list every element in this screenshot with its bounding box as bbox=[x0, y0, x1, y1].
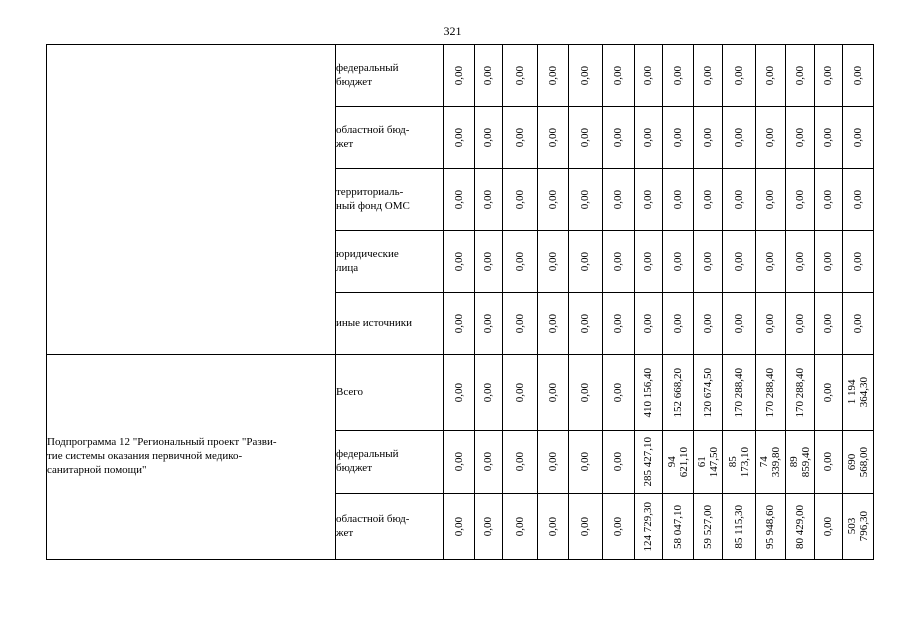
value-text: 85 115,30 bbox=[732, 504, 745, 549]
value-text: 0,00 bbox=[452, 251, 465, 272]
value-cell bbox=[723, 169, 756, 231]
value-cell bbox=[786, 293, 815, 355]
value-cell bbox=[786, 494, 815, 560]
value-text: 690 568,00 bbox=[845, 446, 870, 478]
value-text: 0,00 bbox=[851, 189, 864, 210]
value-cell bbox=[475, 355, 503, 431]
value-text: 0,00 bbox=[701, 127, 714, 148]
value-text: 0,00 bbox=[513, 127, 526, 148]
value-text: 0,00 bbox=[671, 313, 684, 334]
value-cell bbox=[786, 45, 815, 107]
value-cell bbox=[503, 45, 538, 107]
value-cell bbox=[815, 293, 843, 355]
value-cell bbox=[756, 45, 786, 107]
value-text: 0,00 bbox=[452, 127, 465, 148]
value-cell bbox=[635, 169, 663, 231]
value-text: 0,00 bbox=[822, 452, 835, 472]
value-cell bbox=[694, 169, 723, 231]
value-text: 0,00 bbox=[482, 516, 495, 537]
value-cell bbox=[843, 494, 874, 560]
value-cell bbox=[786, 431, 815, 494]
value-cell bbox=[756, 107, 786, 169]
value-text: 0,00 bbox=[482, 127, 495, 148]
value-text: 0,00 bbox=[851, 251, 864, 272]
value-text: 0,00 bbox=[822, 251, 835, 272]
value-cell bbox=[538, 494, 569, 560]
value-text: 0,00 bbox=[671, 189, 684, 210]
page-number: 321 bbox=[443, 24, 462, 38]
value-cell bbox=[723, 231, 756, 293]
value-text: 0,00 bbox=[513, 516, 526, 537]
value-cell bbox=[538, 293, 569, 355]
value-text: 0,00 bbox=[482, 65, 495, 86]
value-cell bbox=[786, 107, 815, 169]
funding-source-cell bbox=[336, 107, 444, 169]
value-cell bbox=[815, 169, 843, 231]
funding-source-cell bbox=[336, 494, 444, 560]
value-cell bbox=[723, 45, 756, 107]
value-cell bbox=[756, 293, 786, 355]
value-cell bbox=[694, 45, 723, 107]
value-cell bbox=[663, 107, 694, 169]
value-text: 0,00 bbox=[482, 189, 495, 210]
value-cell bbox=[569, 355, 603, 431]
value-cell bbox=[569, 231, 603, 293]
value-cell bbox=[756, 494, 786, 560]
value-text: 0,00 bbox=[579, 313, 592, 334]
value-text: 0,00 bbox=[793, 313, 806, 334]
value-text: 0,00 bbox=[851, 313, 864, 334]
value-cell bbox=[444, 355, 475, 431]
value-cell bbox=[538, 431, 569, 494]
value-text: 0,00 bbox=[642, 251, 655, 272]
value-cell bbox=[723, 431, 756, 494]
value-cell bbox=[843, 431, 874, 494]
value-cell bbox=[815, 107, 843, 169]
value-cell bbox=[538, 355, 569, 431]
value-text: 0,00 bbox=[579, 452, 592, 472]
value-cell bbox=[569, 169, 603, 231]
program-name-cell bbox=[47, 355, 336, 560]
value-cell bbox=[694, 431, 723, 494]
value-text: 0,00 bbox=[701, 189, 714, 210]
budget-table bbox=[46, 44, 874, 560]
value-cell bbox=[815, 494, 843, 560]
value-cell bbox=[815, 231, 843, 293]
funding-source-label: территориаль- ный фонд ОМС bbox=[336, 185, 410, 212]
value-text: 0,00 bbox=[579, 65, 592, 86]
value-text: 152 668,20 bbox=[671, 367, 684, 418]
value-text: 285 427,10 bbox=[642, 437, 655, 487]
value-text: 0,00 bbox=[612, 127, 625, 148]
value-cell bbox=[503, 431, 538, 494]
funding-source-cell bbox=[336, 45, 444, 107]
value-text: 58 047,10 bbox=[671, 504, 684, 549]
value-text: 0,00 bbox=[822, 65, 835, 86]
value-text: 59 527,00 bbox=[701, 504, 714, 549]
value-text: 0,00 bbox=[513, 313, 526, 334]
value-cell bbox=[538, 107, 569, 169]
value-cell bbox=[635, 431, 663, 494]
value-cell bbox=[444, 494, 475, 560]
value-text: 0,00 bbox=[822, 313, 835, 334]
value-text: 0,00 bbox=[452, 189, 465, 210]
value-text: 85 173,10 bbox=[726, 446, 751, 478]
value-cell bbox=[786, 355, 815, 431]
value-text: 0,00 bbox=[822, 382, 835, 403]
value-cell bbox=[503, 231, 538, 293]
value-cell bbox=[444, 431, 475, 494]
value-cell bbox=[723, 355, 756, 431]
value-cell bbox=[723, 293, 756, 355]
value-cell bbox=[635, 107, 663, 169]
value-text: 0,00 bbox=[793, 189, 806, 210]
value-cell bbox=[635, 355, 663, 431]
value-cell bbox=[843, 355, 874, 431]
value-text: 0,00 bbox=[764, 313, 777, 334]
funding-source-label: иные источники bbox=[336, 316, 412, 329]
value-cell bbox=[843, 293, 874, 355]
value-cell bbox=[444, 45, 475, 107]
value-text: 0,00 bbox=[793, 251, 806, 272]
value-cell bbox=[569, 107, 603, 169]
value-text: 0,00 bbox=[793, 127, 806, 148]
funding-source-cell bbox=[336, 231, 444, 293]
value-text: 74 339,80 bbox=[758, 446, 783, 478]
value-text: 0,00 bbox=[851, 65, 864, 86]
value-cell bbox=[694, 494, 723, 560]
value-text: 0,00 bbox=[579, 382, 592, 403]
value-cell bbox=[503, 107, 538, 169]
value-text: 0,00 bbox=[546, 65, 559, 86]
value-cell bbox=[815, 431, 843, 494]
value-text: 0,00 bbox=[546, 452, 559, 472]
value-text: 0,00 bbox=[822, 127, 835, 148]
funding-source-cell bbox=[336, 431, 444, 494]
value-text: 0,00 bbox=[452, 65, 465, 86]
value-text: 170 288,40 bbox=[793, 367, 806, 418]
value-cell bbox=[694, 293, 723, 355]
value-text: 61 147,50 bbox=[695, 446, 720, 478]
value-text: 0,00 bbox=[546, 516, 559, 537]
value-cell bbox=[444, 169, 475, 231]
value-text: 0,00 bbox=[513, 251, 526, 272]
value-text: 1 194 364,30 bbox=[845, 377, 870, 408]
value-text: 0,00 bbox=[642, 189, 655, 210]
value-text: 94 621,10 bbox=[665, 446, 690, 478]
value-text: 503 796,30 bbox=[845, 511, 870, 542]
value-text: 0,00 bbox=[671, 65, 684, 86]
value-cell bbox=[843, 45, 874, 107]
value-cell bbox=[503, 494, 538, 560]
value-cell bbox=[663, 293, 694, 355]
value-cell bbox=[475, 293, 503, 355]
program-name: Подпрограмма 12 "Региональный проект "Разви- тие системы оказания первичной медико- санитарной помощи" bbox=[47, 436, 277, 476]
value-cell bbox=[663, 169, 694, 231]
value-text: 0,00 bbox=[642, 127, 655, 148]
value-text: 0,00 bbox=[546, 382, 559, 403]
value-text: 0,00 bbox=[579, 127, 592, 148]
value-cell bbox=[603, 169, 635, 231]
value-text: 0,00 bbox=[452, 382, 465, 403]
value-text: 0,00 bbox=[612, 382, 625, 403]
value-cell bbox=[503, 355, 538, 431]
value-text: 0,00 bbox=[764, 127, 777, 148]
value-text: 0,00 bbox=[513, 452, 526, 472]
value-cell bbox=[663, 355, 694, 431]
funding-source-label: Всего bbox=[336, 385, 363, 398]
value-text: 0,00 bbox=[482, 382, 495, 403]
value-cell bbox=[603, 355, 635, 431]
value-text: 0,00 bbox=[546, 127, 559, 148]
value-text: 0,00 bbox=[612, 65, 625, 86]
value-text: 0,00 bbox=[671, 127, 684, 148]
value-cell bbox=[663, 231, 694, 293]
value-text: 0,00 bbox=[612, 313, 625, 334]
value-text: 0,00 bbox=[612, 189, 625, 210]
value-cell bbox=[503, 293, 538, 355]
funding-source-label: юридические лица bbox=[336, 247, 399, 274]
value-cell bbox=[843, 231, 874, 293]
value-cell bbox=[444, 107, 475, 169]
value-cell bbox=[603, 293, 635, 355]
value-text: 0,00 bbox=[579, 516, 592, 537]
value-text: 0,00 bbox=[612, 251, 625, 272]
value-text: 0,00 bbox=[701, 65, 714, 86]
value-cell bbox=[569, 494, 603, 560]
value-text: 0,00 bbox=[513, 189, 526, 210]
value-text: 0,00 bbox=[793, 65, 806, 86]
value-cell bbox=[815, 355, 843, 431]
funding-source-label: федеральный бюджет bbox=[336, 61, 399, 88]
value-cell bbox=[723, 107, 756, 169]
value-cell bbox=[603, 231, 635, 293]
value-text: 0,00 bbox=[851, 127, 864, 148]
value-cell bbox=[603, 45, 635, 107]
value-cell bbox=[635, 494, 663, 560]
value-text: 0,00 bbox=[671, 251, 684, 272]
value-cell bbox=[723, 494, 756, 560]
funding-source-cell bbox=[336, 293, 444, 355]
value-text: 0,00 bbox=[764, 189, 777, 210]
program-name-cell bbox=[47, 45, 336, 355]
value-text: 0,00 bbox=[822, 189, 835, 210]
value-cell bbox=[663, 45, 694, 107]
value-text: 95 948,60 bbox=[764, 504, 777, 549]
table-row bbox=[47, 355, 874, 431]
value-text: 0,00 bbox=[701, 251, 714, 272]
value-cell bbox=[694, 355, 723, 431]
value-text: 0,00 bbox=[579, 251, 592, 272]
value-text: 0,00 bbox=[732, 189, 745, 210]
value-cell bbox=[475, 169, 503, 231]
value-text: 0,00 bbox=[482, 313, 495, 334]
value-text: 0,00 bbox=[732, 127, 745, 148]
value-text: 0,00 bbox=[764, 65, 777, 86]
value-text: 0,00 bbox=[452, 313, 465, 334]
value-text: 0,00 bbox=[482, 452, 495, 472]
value-cell bbox=[475, 231, 503, 293]
value-text: 0,00 bbox=[612, 452, 625, 472]
value-text: 0,00 bbox=[452, 452, 465, 472]
value-cell bbox=[475, 431, 503, 494]
funding-source-label: областной бюд- жет bbox=[336, 512, 410, 539]
value-cell bbox=[756, 355, 786, 431]
value-cell bbox=[663, 431, 694, 494]
value-text: 0,00 bbox=[612, 516, 625, 537]
value-text: 0,00 bbox=[701, 313, 714, 334]
value-cell bbox=[503, 169, 538, 231]
value-cell bbox=[756, 431, 786, 494]
value-cell bbox=[786, 169, 815, 231]
value-cell bbox=[475, 107, 503, 169]
value-text: 0,00 bbox=[642, 313, 655, 334]
value-cell bbox=[694, 107, 723, 169]
value-text: 0,00 bbox=[513, 382, 526, 403]
funding-source-label: областной бюд- жет bbox=[336, 123, 410, 150]
value-cell bbox=[569, 431, 603, 494]
value-text: 0,00 bbox=[546, 251, 559, 272]
value-cell bbox=[815, 45, 843, 107]
value-text: 0,00 bbox=[546, 189, 559, 210]
value-text: 0,00 bbox=[642, 65, 655, 86]
funding-source-cell bbox=[336, 355, 444, 431]
value-cell bbox=[444, 293, 475, 355]
value-cell bbox=[444, 231, 475, 293]
value-cell bbox=[475, 494, 503, 560]
value-cell bbox=[538, 45, 569, 107]
value-text: 0,00 bbox=[732, 313, 745, 334]
value-cell bbox=[603, 431, 635, 494]
value-text: 0,00 bbox=[822, 516, 835, 537]
value-text: 170 288,40 bbox=[732, 367, 745, 418]
value-cell bbox=[635, 45, 663, 107]
value-text: 120 674,50 bbox=[701, 367, 714, 418]
value-cell bbox=[603, 107, 635, 169]
value-text: 0,00 bbox=[764, 251, 777, 272]
value-text: 0,00 bbox=[732, 251, 745, 272]
value-cell bbox=[569, 293, 603, 355]
value-text: 0,00 bbox=[546, 313, 559, 334]
value-text: 80 429,00 bbox=[793, 504, 806, 549]
value-cell bbox=[663, 494, 694, 560]
value-cell bbox=[843, 169, 874, 231]
value-cell bbox=[694, 231, 723, 293]
value-cell bbox=[756, 169, 786, 231]
value-text: 89 859,40 bbox=[787, 446, 812, 478]
value-text: 124 729,30 bbox=[642, 501, 655, 552]
value-cell bbox=[538, 231, 569, 293]
value-text: 0,00 bbox=[482, 251, 495, 272]
value-cell bbox=[843, 107, 874, 169]
value-cell bbox=[569, 45, 603, 107]
value-text: 0,00 bbox=[732, 65, 745, 86]
value-text: 170 288,40 bbox=[764, 367, 777, 418]
value-text: 410 156,40 bbox=[642, 367, 655, 418]
value-cell bbox=[603, 494, 635, 560]
value-cell bbox=[538, 169, 569, 231]
value-cell bbox=[475, 45, 503, 107]
funding-source-label: федеральный бюджет bbox=[336, 448, 399, 474]
value-text: 0,00 bbox=[513, 65, 526, 86]
table-row bbox=[47, 45, 874, 107]
value-cell bbox=[635, 231, 663, 293]
value-cell bbox=[786, 231, 815, 293]
value-text: 0,00 bbox=[452, 516, 465, 537]
value-text: 0,00 bbox=[579, 189, 592, 210]
value-cell bbox=[756, 231, 786, 293]
value-cell bbox=[635, 293, 663, 355]
funding-source-cell bbox=[336, 169, 444, 231]
